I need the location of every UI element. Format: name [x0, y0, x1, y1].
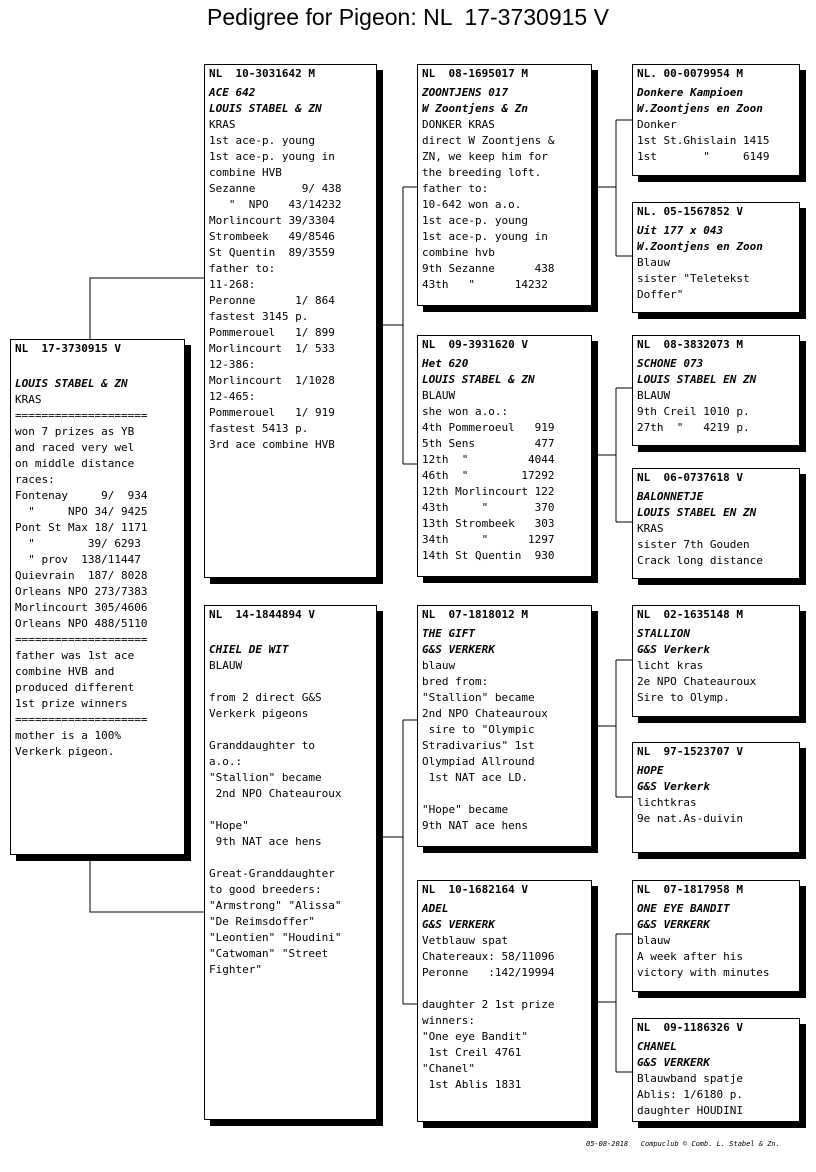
pedigree-info-line: 10-642 won a.o. [422, 198, 522, 211]
pigeon-name-line: G&S Verkerk [637, 780, 710, 793]
pigeon-name-line: Het 620 [422, 357, 469, 370]
pigeon-name-line: ONE EYE BANDIT [637, 902, 730, 915]
pedigree-card-sire-dam-dam[interactable] [632, 468, 800, 579]
pedigree-info-line: Sire to Olymp. [637, 691, 730, 704]
pedigree-info-line: 43th " 370 [422, 501, 555, 514]
pigeon-name-line: LOUIS STABEL & ZN [209, 102, 322, 115]
ring-number: NL 08-1695017 M [422, 67, 528, 80]
pedigree-info-line: she won a.o.: [422, 405, 509, 418]
pedigree-info-line: sire to "Olympic [422, 723, 535, 736]
pedigree-info-line: produced different [15, 681, 135, 694]
pedigree-info-line [422, 786, 587, 802]
pedigree-info-line: 3rd ace combine HVB [209, 438, 335, 451]
pedigree-info-line: "De Reimsdoffer" [209, 915, 315, 928]
pigeon-name-line: LOUIS STABEL & ZN [15, 377, 128, 390]
ring-number: NL 97-1523707 V [637, 745, 743, 758]
pedigree-info-line: " prov 138/11447 [15, 553, 141, 566]
pedigree-info-line: Fighter" [209, 963, 262, 976]
pedigree-info-line: Orleans NPO 273/7383 [15, 585, 148, 598]
pedigree-info-line: 9th NAT ace hens [422, 819, 528, 832]
pedigree-info-line: Morlincourt 305/4606 [15, 601, 148, 614]
pedigree-info-line: mother is a 100% [15, 729, 121, 742]
pedigree-info-line: 1st St.Ghislain 1415 [637, 134, 770, 147]
pedigree-info-line: Pommerouel 1/ 919 [209, 406, 335, 419]
pedigree-info-line: ==================== [15, 633, 148, 646]
pigeon-name-line: G&S VERKERK [637, 918, 710, 931]
pedigree-card-dam[interactable] [204, 605, 377, 1120]
pedigree-info-line: BLAUW [637, 389, 671, 402]
pedigree-info-line: on middle distance [15, 457, 135, 470]
pedigree-info-line: winners: [422, 1014, 475, 1027]
pedigree-info-line: 27th " 4219 p. [637, 421, 750, 434]
ring-number: NL 08-3832073 M [637, 338, 743, 351]
pedigree-info-line: Donker [637, 118, 677, 131]
pedigree-card-dam-dam[interactable] [417, 880, 592, 1122]
pedigree-info-line: Strombeek 49/8546 [209, 230, 335, 243]
pigeon-name-line: LOUIS STABEL EN ZN [637, 506, 757, 519]
pedigree-info-line: 9th Creil 1010 p. [637, 405, 750, 418]
pedigree-info-line [209, 674, 372, 690]
pigeon-name-line: ACE 642 [209, 86, 256, 99]
pedigree-info-line: blauw [422, 659, 456, 672]
pigeon-name-line: HOPE [637, 764, 664, 777]
footer-credit: 05-08-2018 Compuclub © Comb. L. Stabel & Zn. [586, 1140, 780, 1148]
ring-number: NL 10-1682164 V [422, 883, 528, 896]
pedigree-info-line: Blauw [637, 256, 671, 269]
pedigree-info-line: direct W Zoontjens & [422, 134, 555, 147]
pedigree-info-line: 1st ace-p. young in [422, 230, 548, 243]
pedigree-card-dam-sire-dam[interactable] [632, 742, 800, 853]
pedigree-info-line: "Hope" became [422, 803, 509, 816]
pedigree-info-line [209, 626, 372, 642]
pedigree-info-line: Fontenay 9/ 934 [15, 489, 148, 502]
pedigree-info-line: Sezanne 9/ 438 [209, 182, 342, 195]
pedigree-info-line: father to: [209, 262, 276, 275]
pedigree-info-line: "Hope" [209, 819, 249, 832]
pedigree-card-sire-dam-sire[interactable] [632, 335, 800, 446]
ring-number: NL 06-0737618 V [637, 471, 743, 484]
pedigree-info-line: to good breeders: [209, 883, 322, 896]
pedigree-info-line: 11-268: [209, 278, 256, 291]
pedigree-card-dam-sire[interactable] [417, 605, 592, 847]
pedigree-info-line: 1st Ablis 1831 [422, 1078, 522, 1091]
pigeon-name-line: W.Zoontjens en Zoon [637, 102, 763, 115]
pedigree-info-line: the breeding loft. [422, 166, 542, 179]
pedigree-info-line: Verkerk pigeons [209, 707, 309, 720]
pigeon-name-line: BALONNETJE [637, 490, 704, 503]
pedigree-info-line: Vetblauw spat [422, 934, 509, 947]
pedigree-info-line: "Armstrong" "Alissa" [209, 899, 342, 912]
pigeon-name-line: CHIEL DE WIT [209, 643, 289, 656]
pedigree-info-line: daughter 2 1st prize [422, 998, 555, 1011]
pedigree-info-line: DONKER KRAS [422, 118, 495, 131]
pedigree-info-line: "Stallion" became [422, 691, 535, 704]
pedigree-info-line: A week after his [637, 950, 743, 963]
pedigree-info-line: Pont St Max 18/ 1171 [15, 521, 148, 534]
pedigree-info-line: father was 1st ace [15, 649, 135, 662]
pedigree-info-line: 9th Sezanne 438 [422, 262, 555, 275]
pedigree-info-line: Peronne :142/19994 [422, 966, 555, 979]
pedigree-info-line: 2nd NPO Chateauroux [209, 787, 342, 800]
pedigree-card-sire-sire-dam[interactable] [632, 202, 800, 313]
pedigree-info-line [209, 722, 372, 738]
pigeon-name-line: SCHONE 073 [637, 357, 704, 370]
pigeon-name-line: STALLION [637, 627, 690, 640]
pedigree-info-line: combine HVB and [15, 665, 115, 678]
pedigree-info-line: "Catwoman" "Street [209, 947, 329, 960]
pedigree-info-line: 46th " 17292 [422, 469, 555, 482]
pigeon-name-line: ZOONTJENS 017 [422, 86, 509, 99]
pedigree-info-line: Morlincourt 39/3304 [209, 214, 335, 227]
pedigree-info-line: and raced very wel [15, 441, 135, 454]
pedigree-info-line: bred from: [422, 675, 489, 688]
pedigree-info-line: 13th Strombeek 303 [422, 517, 555, 530]
pedigree-info-line: 1st Creil 4761 [422, 1046, 522, 1059]
pedigree-info-line: 1st prize winners [15, 697, 128, 710]
ring-number: NL 07-1817958 M [637, 883, 743, 896]
pedigree-info-line: 1st ace-p. young [422, 214, 528, 227]
pigeon-name-line: Uit 177 x 043 [637, 224, 724, 237]
ring-number: NL 17-3730915 V [15, 342, 121, 355]
pedigree-info-line: ZN, we keep him for [422, 150, 548, 163]
pedigree-info-line: 1st " 6149 [637, 150, 770, 163]
pedigree-info-line: Stradivarius" 1st [422, 739, 535, 752]
pedigree-info-line: father to: [422, 182, 489, 195]
pedigree-info-line: "Chanel" [422, 1062, 475, 1075]
pedigree-info-line: sister "Teletekst [637, 272, 750, 285]
pedigree-info-line: Quievrain 187/ 8028 [15, 569, 148, 582]
ring-number: NL 14-1844894 V [209, 608, 315, 621]
ring-number: NL 09-3931620 V [422, 338, 528, 351]
ring-number: NL. 00-0079954 M [637, 67, 743, 80]
pigeon-name-line: W.Zoontjens en Zoon [637, 240, 763, 253]
pedigree-info-line: Ablis: 1/6180 p. [637, 1088, 743, 1101]
pedigree-info-line: Doffer" [637, 288, 684, 301]
pedigree-card-sire[interactable] [204, 64, 377, 578]
pedigree-info-line: 4th Pommeroeul 919 [422, 421, 555, 434]
pedigree-info-line: ==================== [15, 713, 148, 726]
pedigree-info-line: 5th Sens 477 [422, 437, 555, 450]
pedigree-card-dam-dam-sire[interactable] [632, 880, 800, 992]
pedigree-info-line [209, 850, 372, 866]
pedigree-info-line: ==================== [15, 409, 148, 422]
pedigree-info-line: Granddaughter to [209, 739, 315, 752]
pedigree-card-subject[interactable] [10, 339, 185, 855]
pedigree-info-line: won 7 prizes as YB [15, 425, 135, 438]
pedigree-info-line: Great-Granddaughter [209, 867, 335, 880]
pigeon-name-line: CHANEL [637, 1040, 677, 1053]
pedigree-info-line: blauw [637, 934, 671, 947]
pigeon-name-line: LOUIS STABEL EN ZN [637, 373, 757, 386]
pedigree-info-line: 12th " 4044 [422, 453, 555, 466]
pedigree-info-line: 43th " 14232 [422, 278, 548, 291]
pedigree-info-line: fastest 5413 p. [209, 422, 309, 435]
pedigree-info-line: Blauwband spatje [637, 1072, 743, 1085]
pigeon-name-line: W Zoontjens & Zn [422, 102, 528, 115]
pedigree-info-line: Chatereaux: 58/11096 [422, 950, 555, 963]
pedigree-info-line: combine HVB [209, 166, 282, 179]
pedigree-info-line: from 2 direct G&S [209, 691, 322, 704]
pedigree-info-line: 1st NAT ace LD. [422, 771, 528, 784]
pedigree-info-line: 9th NAT ace hens [209, 835, 322, 848]
pedigree-info-line: BLAUW [209, 659, 243, 672]
pigeon-name-line: G&S VERKERK [422, 918, 495, 931]
pedigree-info-line: licht kras [637, 659, 704, 672]
pedigree-info-line: Verkerk pigeon. [15, 745, 115, 758]
pedigree-info-line: BLAUW [422, 389, 456, 402]
pedigree-card-dam-sire-sire[interactable] [632, 605, 800, 717]
pedigree-info-line: Olympiad Allround [422, 755, 535, 768]
pedigree-info-line: KRAS [209, 118, 236, 131]
pedigree-card-sire-dam[interactable] [417, 335, 592, 577]
pedigree-info-line: Peronne 1/ 864 [209, 294, 335, 307]
pedigree-info-line: 1st ace-p. young [209, 134, 315, 147]
pedigree-info-line: 2nd NPO Chateauroux [422, 707, 548, 720]
pedigree-info-line: " 39/ 6293 [15, 537, 141, 550]
pedigree-card-sire-sire[interactable] [417, 64, 592, 306]
pedigree-info-line [422, 981, 587, 997]
ring-number: NL. 05-1567852 V [637, 205, 743, 218]
ring-number: NL 09-1186326 V [637, 1021, 743, 1034]
pedigree-info-line: 12-465: [209, 390, 256, 403]
pedigree-info-line: a.o.: [209, 755, 243, 768]
pedigree-card-sire-sire-sire[interactable] [632, 64, 800, 176]
pedigree-info-line: KRAS [637, 522, 664, 535]
pedigree-info-line: Morlincourt 1/ 533 [209, 342, 335, 355]
pedigree-info-line: St Quentin 89/3559 [209, 246, 335, 259]
pedigree-info-line: " NPO 34/ 9425 [15, 505, 148, 518]
pedigree-info-line: 12-386: [209, 358, 256, 371]
pedigree-info-line: races: [15, 473, 55, 486]
pedigree-info-line: 14th St Quentin 930 [422, 549, 555, 562]
pedigree-info-line: Crack long distance [637, 554, 763, 567]
pedigree-info-line: "Leontien" "Houdini" [209, 931, 342, 944]
pedigree-info-line: 34th " 1297 [422, 533, 555, 546]
pedigree-info-line: "One eye Bandit" [422, 1030, 528, 1043]
pigeon-name-line: G&S Verkerk [637, 643, 710, 656]
pedigree-info-line: daughter HOUDINI [637, 1104, 743, 1117]
pedigree-info-line: victory with minutes [637, 966, 770, 979]
ring-number: NL 02-1635148 M [637, 608, 743, 621]
pigeon-name-line: G&S VERKERK [637, 1056, 710, 1069]
pigeon-name-line: THE GIFT [422, 627, 475, 640]
pedigree-info-line: fastest 3145 p. [209, 310, 309, 323]
pedigree-info-line [15, 360, 180, 376]
pedigree-info-line: 1st ace-p. young in [209, 150, 335, 163]
pedigree-info-line: "Stallion" became [209, 771, 322, 784]
pedigree-info-line: Pommerouel 1/ 899 [209, 326, 335, 339]
pigeon-name-line: Donkere Kampioen [637, 86, 743, 99]
pedigree-info-line: combine hvb [422, 246, 495, 259]
pedigree-info-line: 12th Morlincourt 122 [422, 485, 555, 498]
pedigree-info-line: 2e NPO Chateauroux [637, 675, 757, 688]
ring-number: NL 07-1818012 M [422, 608, 528, 621]
pedigree-info-line: Morlincourt 1/1028 [209, 374, 335, 387]
pedigree-info-line: " NPO 43/14232 [209, 198, 342, 211]
pedigree-card-dam-dam-dam[interactable] [632, 1018, 800, 1122]
pigeon-name-line: ADEL [422, 902, 449, 915]
pedigree-info-line: 9e nat.As-duivin [637, 812, 743, 825]
page-title: Pedigree for Pigeon: NL 17-3730915 V [207, 4, 609, 30]
pedigree-info-line: lichtkras [637, 796, 697, 809]
ring-number: NL 10-3031642 M [209, 67, 315, 80]
pedigree-info-line: sister 7th Gouden [637, 538, 750, 551]
pedigree-info-line [209, 802, 372, 818]
pedigree-info-line: KRAS [15, 393, 42, 406]
pigeon-name-line: G&S VERKERK [422, 643, 495, 656]
pigeon-name-line: LOUIS STABEL & ZN [422, 373, 535, 386]
pedigree-info-line: Orleans NPO 488/5110 [15, 617, 148, 630]
